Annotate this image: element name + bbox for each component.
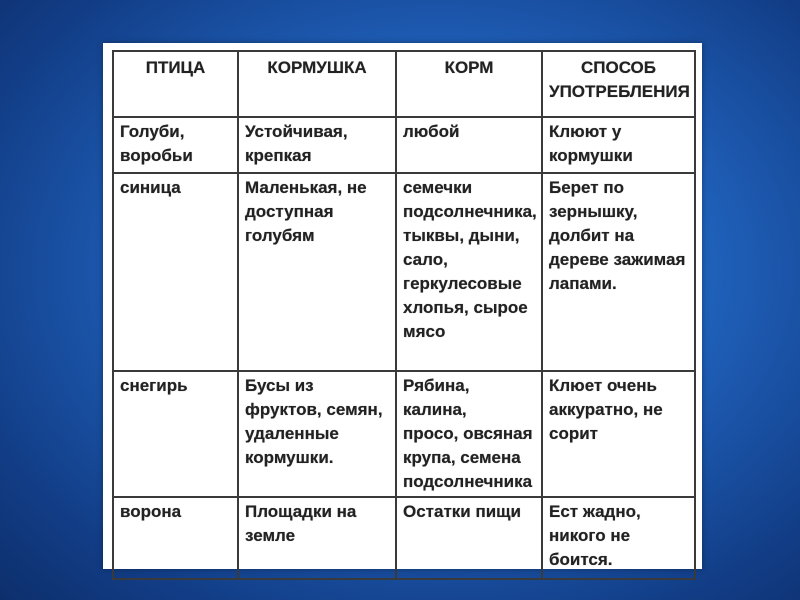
cell-bird: синица bbox=[113, 173, 238, 371]
cell-food: Рябина, калина, просо, овсяная крупа, семена подсолнечника bbox=[396, 371, 542, 497]
table-row bbox=[113, 117, 695, 173]
cell-feeder: Бусы из фруктов, семян, удаленные кормушки. bbox=[238, 371, 396, 497]
header-method: СПОСОБ УПОТРЕБЛЕНИЯ bbox=[542, 51, 695, 117]
cell-method: Клюют у кормушки bbox=[542, 117, 695, 173]
slide-card bbox=[103, 43, 702, 569]
header-food: КОРМ bbox=[396, 51, 542, 117]
header-bird: ПТИЦА bbox=[113, 51, 238, 117]
cell-feeder: Площадки на земле bbox=[238, 497, 396, 579]
table-row bbox=[113, 371, 695, 497]
header-feeder: КОРМУШКА bbox=[238, 51, 396, 117]
cell-bird: ворона bbox=[113, 497, 238, 579]
bird-feeding-table bbox=[112, 50, 696, 580]
cell-method: Берет по зернышку, долбит на дереве зажимая лапами. bbox=[542, 173, 695, 371]
cell-feeder: Устойчивая, крепкая bbox=[238, 117, 396, 173]
cell-food: семечки подсолнечника, тыквы, дыни, сало, геркулесовые хлопья, сырое мясо bbox=[396, 173, 542, 371]
cell-method: Клюет очень аккуратно, не сорит bbox=[542, 371, 695, 497]
table-row bbox=[113, 173, 695, 371]
table-header-row bbox=[113, 51, 695, 117]
cell-feeder: Маленькая, не доступная голубям bbox=[238, 173, 396, 371]
cell-food: Остатки пищи bbox=[396, 497, 542, 579]
table-row bbox=[113, 497, 695, 579]
cell-method: Ест жадно, никого не боится. bbox=[542, 497, 695, 579]
cell-food: любой bbox=[396, 117, 542, 173]
cell-bird: снегирь bbox=[113, 371, 238, 497]
cell-bird: Голуби, воробьи bbox=[113, 117, 238, 173]
